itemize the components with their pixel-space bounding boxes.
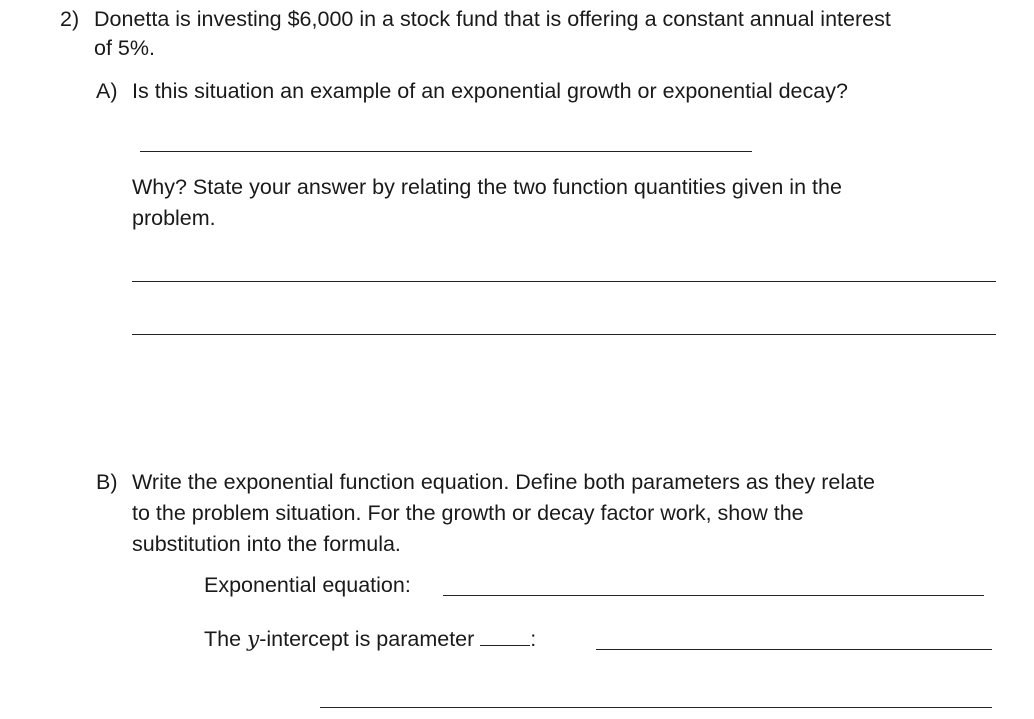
answer-line-why-1[interactable] [132, 281, 996, 282]
parameter-blank[interactable] [480, 625, 530, 646]
part-a-label: A) [96, 79, 118, 103]
intercept-prompt [204, 624, 536, 655]
answer-line-intercept[interactable] [596, 649, 992, 650]
problem-text-line-1: Donetta is investing $6,000 in a stock fund that is offering a constant annual interest [94, 7, 891, 31]
part-b-label: B) [96, 470, 118, 494]
answer-line-intercept-2[interactable] [320, 707, 992, 708]
part-a-why-line-1: Why? State your answer by relating the two function quantities given in the [132, 175, 842, 199]
equation-label: Exponential equation: [204, 573, 411, 597]
answer-line-why-2[interactable] [132, 334, 996, 335]
intercept-pre: The [204, 627, 242, 651]
part-a-why-line-2: problem. [132, 206, 216, 230]
y-variable: y [247, 627, 260, 652]
answer-line-growth-or-decay[interactable] [140, 151, 752, 152]
intercept-post: -intercept is parameter [259, 627, 475, 651]
part-b-line-2: to the problem situation. For the growth or decay factor work, show the [132, 501, 804, 525]
problem-number: 2) [60, 7, 80, 31]
intercept-colon: : [530, 627, 537, 651]
part-b-line-3: substitution into the formula. [132, 532, 401, 556]
answer-line-equation[interactable] [443, 595, 984, 596]
part-b-line-1: Write the exponential function equation. Define both parameters as they relate [132, 470, 875, 494]
problem-text-line-2: of 5%. [94, 36, 155, 60]
part-a-question: Is this situation an example of an exponential growth or exponential decay? [132, 79, 848, 103]
